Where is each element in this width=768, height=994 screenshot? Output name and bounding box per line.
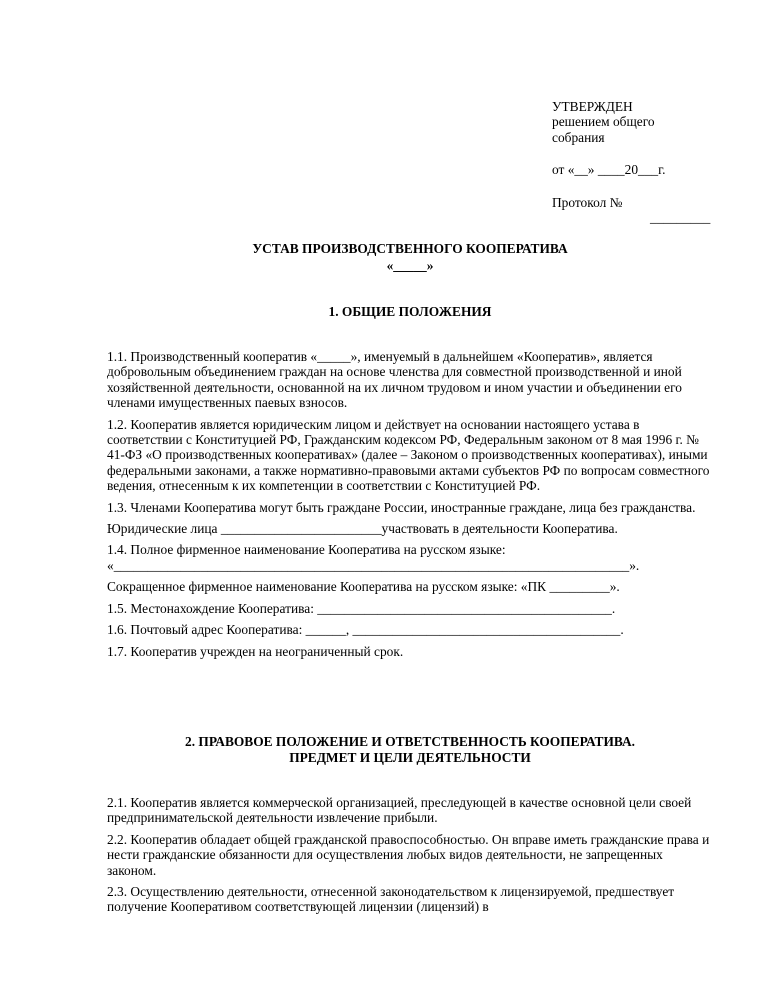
paragraph-short-name: Сокращенное фирменное наименование Кооператива на русском языке: «ПК _________». <box>107 579 620 595</box>
paragraph-1-1: 1.1. Производственный кооператив «_____», именуемый в дальнейшем «Кооператив», является добровольным объединением граждан на основе членства для совместной производственной и иной хозяйственной деятельности, основанной на их личном трудовом и ином участии и объединении его членами имущественных паевых взносов. <box>107 349 682 411</box>
approval-title: УТВЕРЖДЕН <box>552 99 633 114</box>
approval-block <box>552 99 742 225</box>
approval-protocol: Протокол № <box>552 194 623 210</box>
section-2-heading: 2. ПРАВОВОЕ ПОЛОЖЕНИЕ И ОТВЕТСТВЕННОСТЬ КООПЕРАТИВА. <box>185 734 635 749</box>
section-1-heading: 1. ОБЩИЕ ПОЛОЖЕНИЯ <box>328 304 492 319</box>
approval-date: от «__» ____20___г. <box>552 162 666 178</box>
paragraph-1-5: 1.5. Местонахождение Кооператива: ____________________________________________. <box>107 600 616 616</box>
section-1-body <box>107 349 713 665</box>
approval-protocol-blank: _________ <box>650 210 711 226</box>
paragraph-1-3: 1.3. Членами Кооператива могут быть граждане России, иностранные граждане, лица без гражданства. <box>107 499 696 515</box>
approval-meeting: собрания <box>552 129 605 145</box>
paragraph-1-7: 1.7. Кооператив учрежден на неограниченный срок. <box>107 643 404 659</box>
paragraph-1-6: 1.6. Почтовый адрес Кооператива: ______, ________________________________________. <box>107 622 624 638</box>
document-title: УСТАВ ПРОИЗВОДСТВЕННОГО КООПЕРАТИВА <box>252 241 568 256</box>
paragraph-2-1: 2.1. Кооператив является коммерческой организацией, преследующей в качестве основной цели своей предпринимательской деятельности извлечение прибыли. <box>107 795 692 826</box>
paragraph-2-2: 2.2. Кооператив обладает общей гражданской правоспособностью. Он вправе иметь гражданские права и нести гражданские обязанности для осуществления любых видов деятельности, не запрещенных законом. <box>107 831 710 878</box>
paragraph-2-3: 2.3. Осуществлению деятельности, отнесенной законодательством к лицензируемой, предшествует получение Кооперативом соответствующей лицензии (лицензий) в <box>107 884 675 915</box>
section-2-heading-line2: ПРЕДМЕТ И ЦЕЛИ ДЕЯТЕЛЬНОСТИ <box>289 750 531 765</box>
approval-decision: решением общего <box>552 114 655 130</box>
full-name-blank: «_____________________________________________________________________________». <box>107 557 640 573</box>
paragraph-legal-entities: Юридические лица ________________________участвовать в деятельности Кооператива. <box>107 521 618 537</box>
paragraph-1-4: 1.4. Полное фирменное наименование Кооператива на русском языке: <box>107 542 506 558</box>
cooperative-name-blank: «_____» <box>386 258 434 273</box>
section-2-body <box>107 795 713 921</box>
paragraph-1-2: 1.2. Кооператив является юридическим лицом и действует на основании настоящего устава в соответствии с Конституцией РФ, Гражданским кодексом РФ, Федеральным законом от 8 мая 1996 г. № 41-ФЗ «О производственных кооперативах» (далее – Законом о производственных кооперативах), иными федеральными законами, а также нормативно-правовыми актами субъектов РФ по вопросам совместного ведения, отнесенным к их компетенции в соответствии с Конституцией РФ. <box>107 416 710 494</box>
